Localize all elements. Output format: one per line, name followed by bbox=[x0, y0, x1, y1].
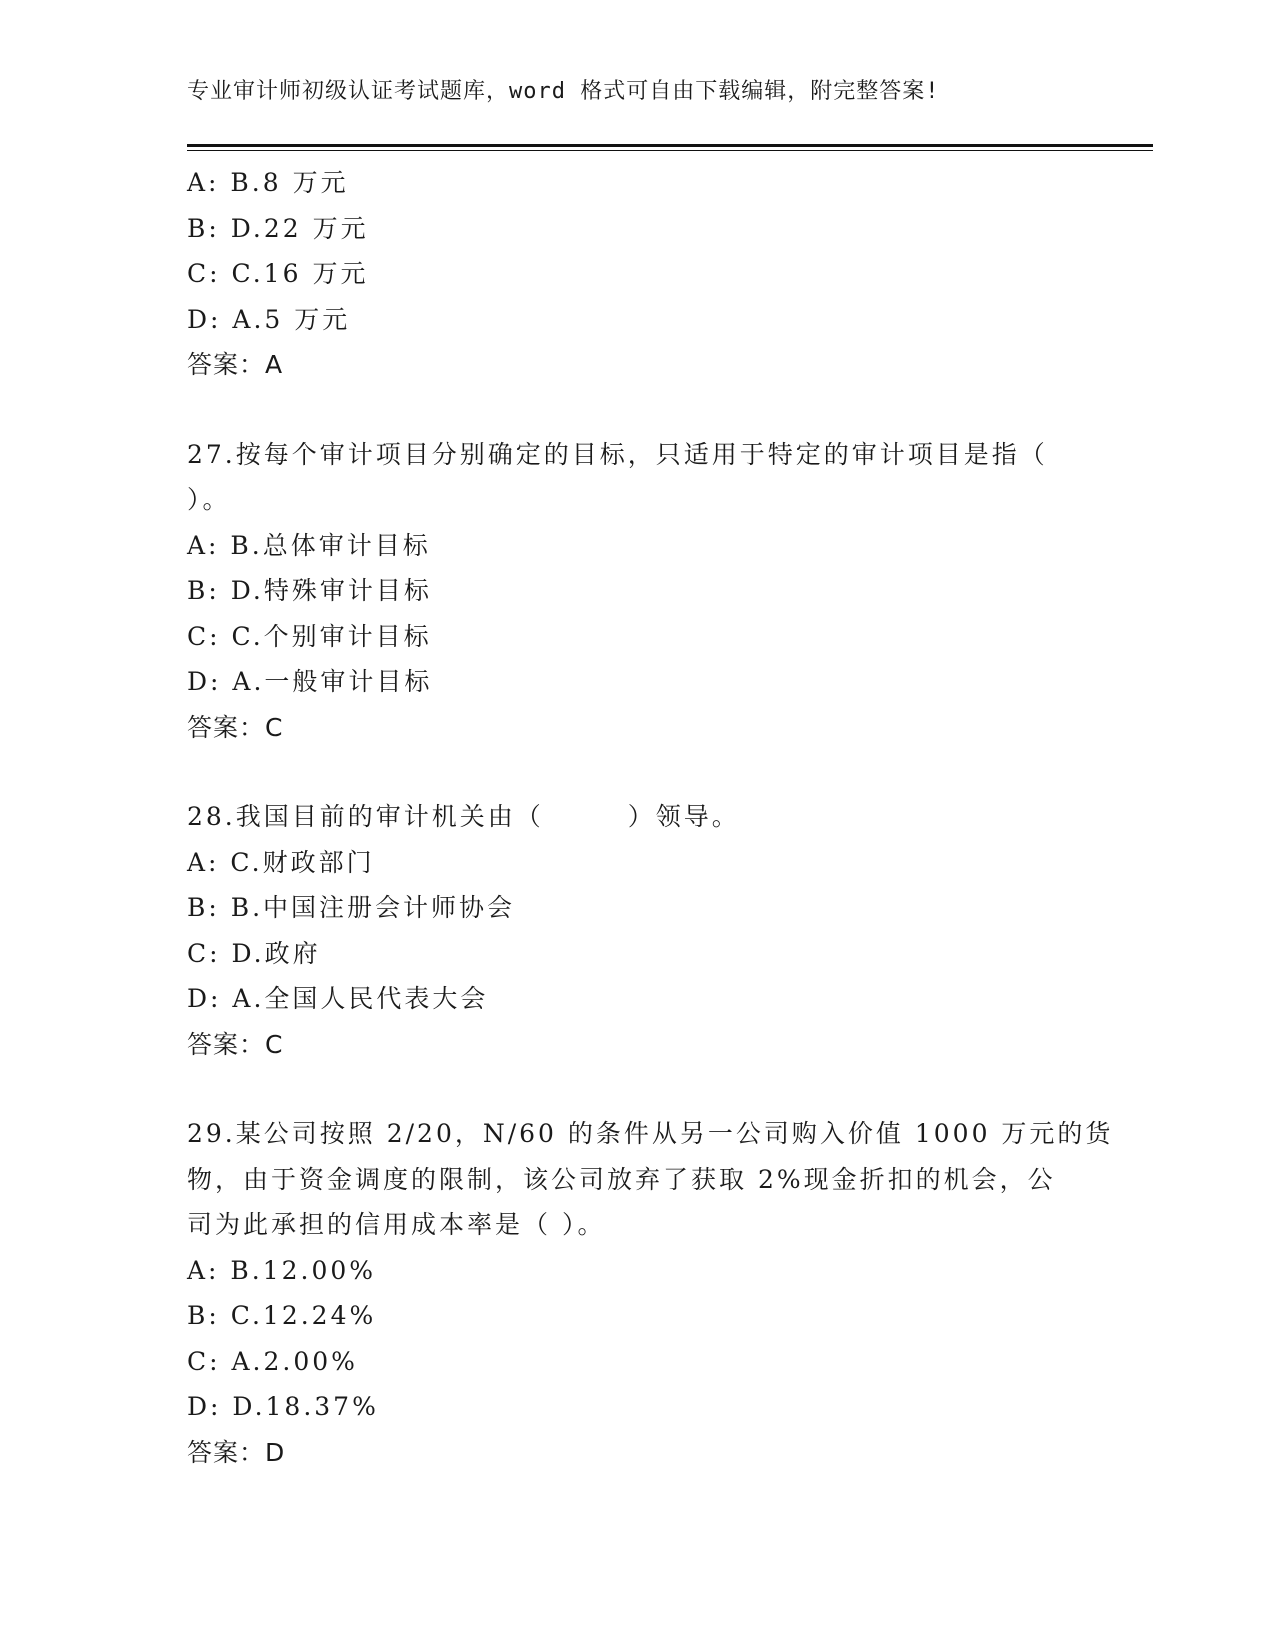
answer-line: 答案：D bbox=[187, 1437, 286, 1467]
answer-line: 答案：C bbox=[187, 1029, 284, 1059]
option-b: B: B.中国注册会计师协会 bbox=[187, 893, 516, 922]
option-d: D: A.5 万元 bbox=[187, 304, 351, 334]
question-text-line: ）。 bbox=[187, 485, 231, 514]
answer-line: 答案：C bbox=[187, 712, 284, 742]
spacer bbox=[187, 750, 1087, 794]
question-29 bbox=[187, 1111, 1114, 1475]
header-rule-thick bbox=[187, 144, 1153, 147]
question-text-line: 27.按每个审计项目分别确定的目标，只适用于特定的审计项目是指（ bbox=[187, 439, 1048, 469]
option-d: D: D.18.37% bbox=[187, 1392, 379, 1421]
document-body bbox=[187, 160, 1114, 1475]
answer-line: 答案：A bbox=[187, 350, 284, 379]
question-28 bbox=[187, 794, 1087, 1067]
option-d: D: A.一般审计目标 bbox=[187, 667, 433, 696]
question-text-line: 29.某公司按照 2/20，N/60 的条件从另一公司购入价值 1000 万元的货 bbox=[187, 1119, 1114, 1148]
question-text-line: 物，由于资金调度的限制，该公司放弃了获取 2%现金折扣的机会，公 bbox=[187, 1164, 1056, 1194]
option-b: B: C.12.24% bbox=[187, 1301, 377, 1330]
page-header: 专业审计师初级认证考试题库，word 格式可自由下载编辑，附完整答案! bbox=[187, 79, 940, 104]
option-a: A: C.财政部门 bbox=[187, 847, 375, 877]
option-d: D: A.全国人民代表大会 bbox=[187, 984, 489, 1013]
option-c: C: C.16 万元 bbox=[187, 259, 369, 288]
option-c: C: D.政府 bbox=[187, 938, 321, 968]
question-27 bbox=[187, 432, 1087, 751]
option-b: B: D.22 万元 bbox=[187, 213, 369, 243]
question-text-line: 28.我国目前的审计机关由（ ）领导。 bbox=[187, 802, 740, 831]
header-rule-thin bbox=[187, 150, 1153, 151]
option-a: A: B.12.00% bbox=[187, 1255, 377, 1285]
spacer bbox=[187, 1067, 1087, 1111]
option-a: A: B.8 万元 bbox=[187, 168, 349, 197]
question-26-continued bbox=[187, 160, 1087, 388]
option-b: B: D.特殊审计目标 bbox=[187, 576, 432, 605]
option-c: C: A.2.00% bbox=[187, 1346, 358, 1376]
option-c: C: C.个别审计目标 bbox=[187, 621, 432, 651]
option-a: A: B.总体审计目标 bbox=[187, 530, 431, 560]
spacer bbox=[187, 388, 1087, 432]
question-text-line: 司为此承担的信用成本率是（ ）。 bbox=[187, 1210, 606, 1239]
